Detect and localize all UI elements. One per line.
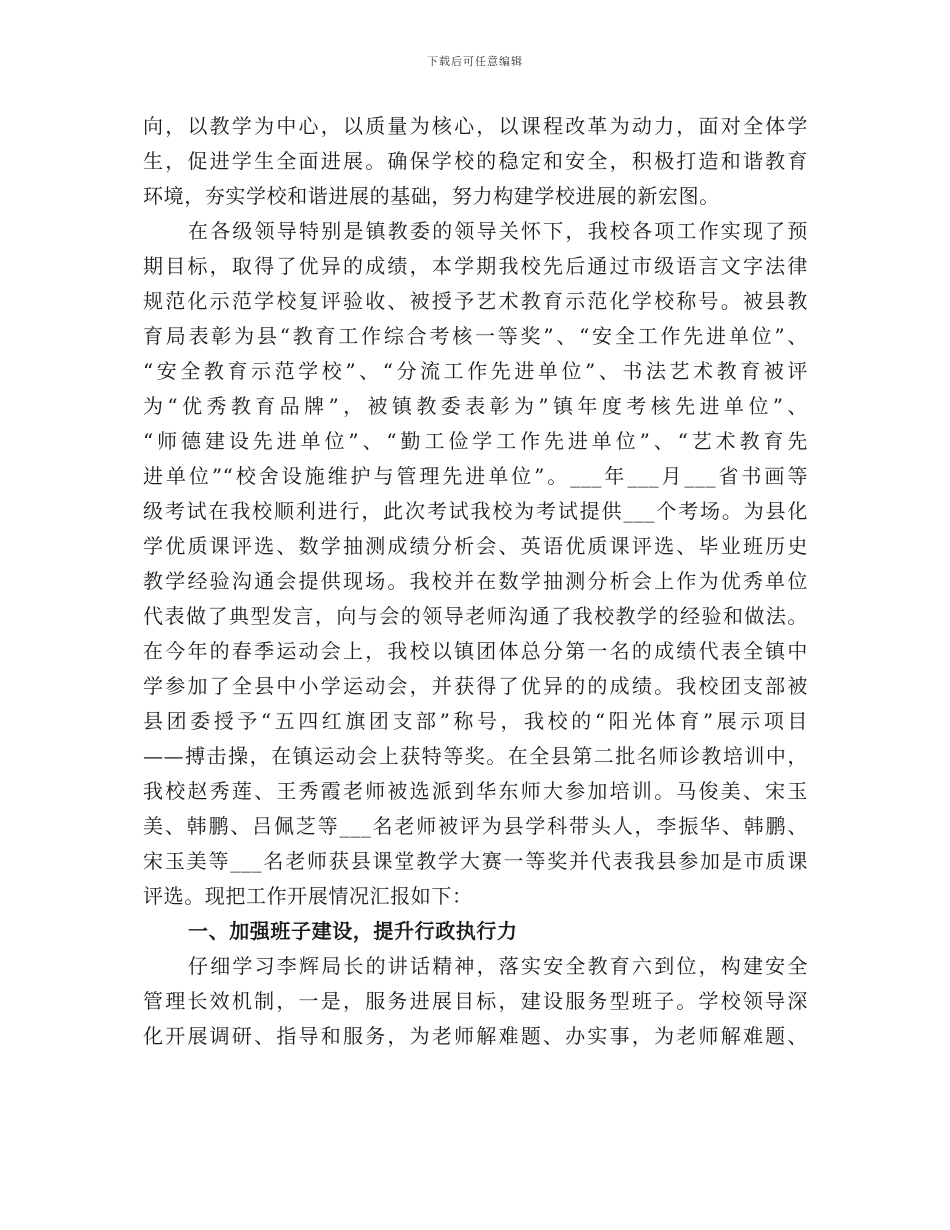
section-heading: 一、加强班子建设，提升行政执行力	[188, 919, 518, 943]
text-line: 代表做了典型发言，向与会的领导老师沟通了我校教学的经验和做法。	[143, 604, 808, 628]
paragraph-first-line: 在各级领导特别是镇教委的领导关怀下，我校各项工作实现了预	[188, 219, 808, 243]
text-line: 美、韩鹏、吕佩芝等___名老师被评为县学科带头人，李振华、韩鹏、	[143, 814, 808, 838]
text-line: 宋玉美等___名老师获县课堂教学大赛一等奖并代表我县参加是市质课	[143, 849, 808, 873]
document-body	[143, 109, 808, 1054]
text-line: “安全教育示范学校”、“分流工作先进单位”、书法艺术教育被评	[143, 359, 808, 383]
text-line: 期目标，取得了优异的成绩，本学期我校先后通过市级语言文字法律	[143, 254, 808, 278]
text-line: “师德建设先进单位”、“勤工俭学工作先进单位”、“艺术教育先	[143, 429, 808, 453]
text-line: 向，以教学为中心，以质量为核心，以课程改革为动力，面对全体学	[143, 114, 808, 138]
text-line: 评选。现把工作开展情况汇报如下：	[143, 884, 473, 908]
text-line: 教学经验沟通会提供现场。我校并在数学抽测分析会上作为优秀单位	[143, 569, 808, 593]
text-line: 为“优秀教育品牌”，被镇教委表彰为”镇年度考核先进单位”、	[143, 394, 808, 418]
text-line: 县团委授予“五四红旗团支部”称号，我校的“阳光体育”展示项目	[143, 709, 808, 733]
text-line: 管理长效机制，一是，服务进展目标，建设服务型班子。学校领导深	[143, 989, 808, 1013]
paragraph-first-line: 仔细学习李辉局长的讲话精神，落实安全教育六到位，构建安全	[188, 954, 808, 978]
text-line: 育局表彰为县“教育工作综合考核一等奖”、“安全工作先进单位”、	[143, 324, 808, 348]
text-line: 我校赵秀莲、王秀霞老师被选派到华东师大参加培训。马俊美、宋玉	[143, 779, 808, 803]
text-line: 进单位”“校舍设施维护与管理先进单位”。___年___月___省书画等	[143, 464, 808, 488]
text-line: 学优质课评选、数学抽测成绩分析会、英语优质课评选、毕业班历史	[143, 534, 808, 558]
text-line: ——搏击操，在镇运动会上获特等奖。在全县第二批名师诊教培训中，	[143, 744, 808, 768]
text-line: 环境，夯实学校和谐进展的基础，努力构建学校进展的新宏图。	[143, 184, 720, 208]
text-line: 学参加了全县中小学运动会，并获得了优异的的成绩。我校团支部被	[143, 674, 808, 698]
text-line: 生，促进学生全面进展。确保学校的稳定和安全，积极打造和谐教育	[143, 149, 808, 173]
text-line: 规范化示范学校复评验收、被授予艺术教育示范化学校称号。被县教	[143, 289, 808, 313]
text-line: 级考试在我校顺利进行，此次考试我校为考试提供___个考场。为县化	[143, 499, 808, 523]
text-line: 在今年的春季运动会上，我校以镇团体总分第一名的成绩代表全镇中	[143, 639, 808, 663]
page-header: 下载后可任意编辑	[427, 55, 523, 68]
text-line: 化开展调研、指导和服务，为老师解难题、办实事，为老师解难题、	[143, 1024, 808, 1048]
